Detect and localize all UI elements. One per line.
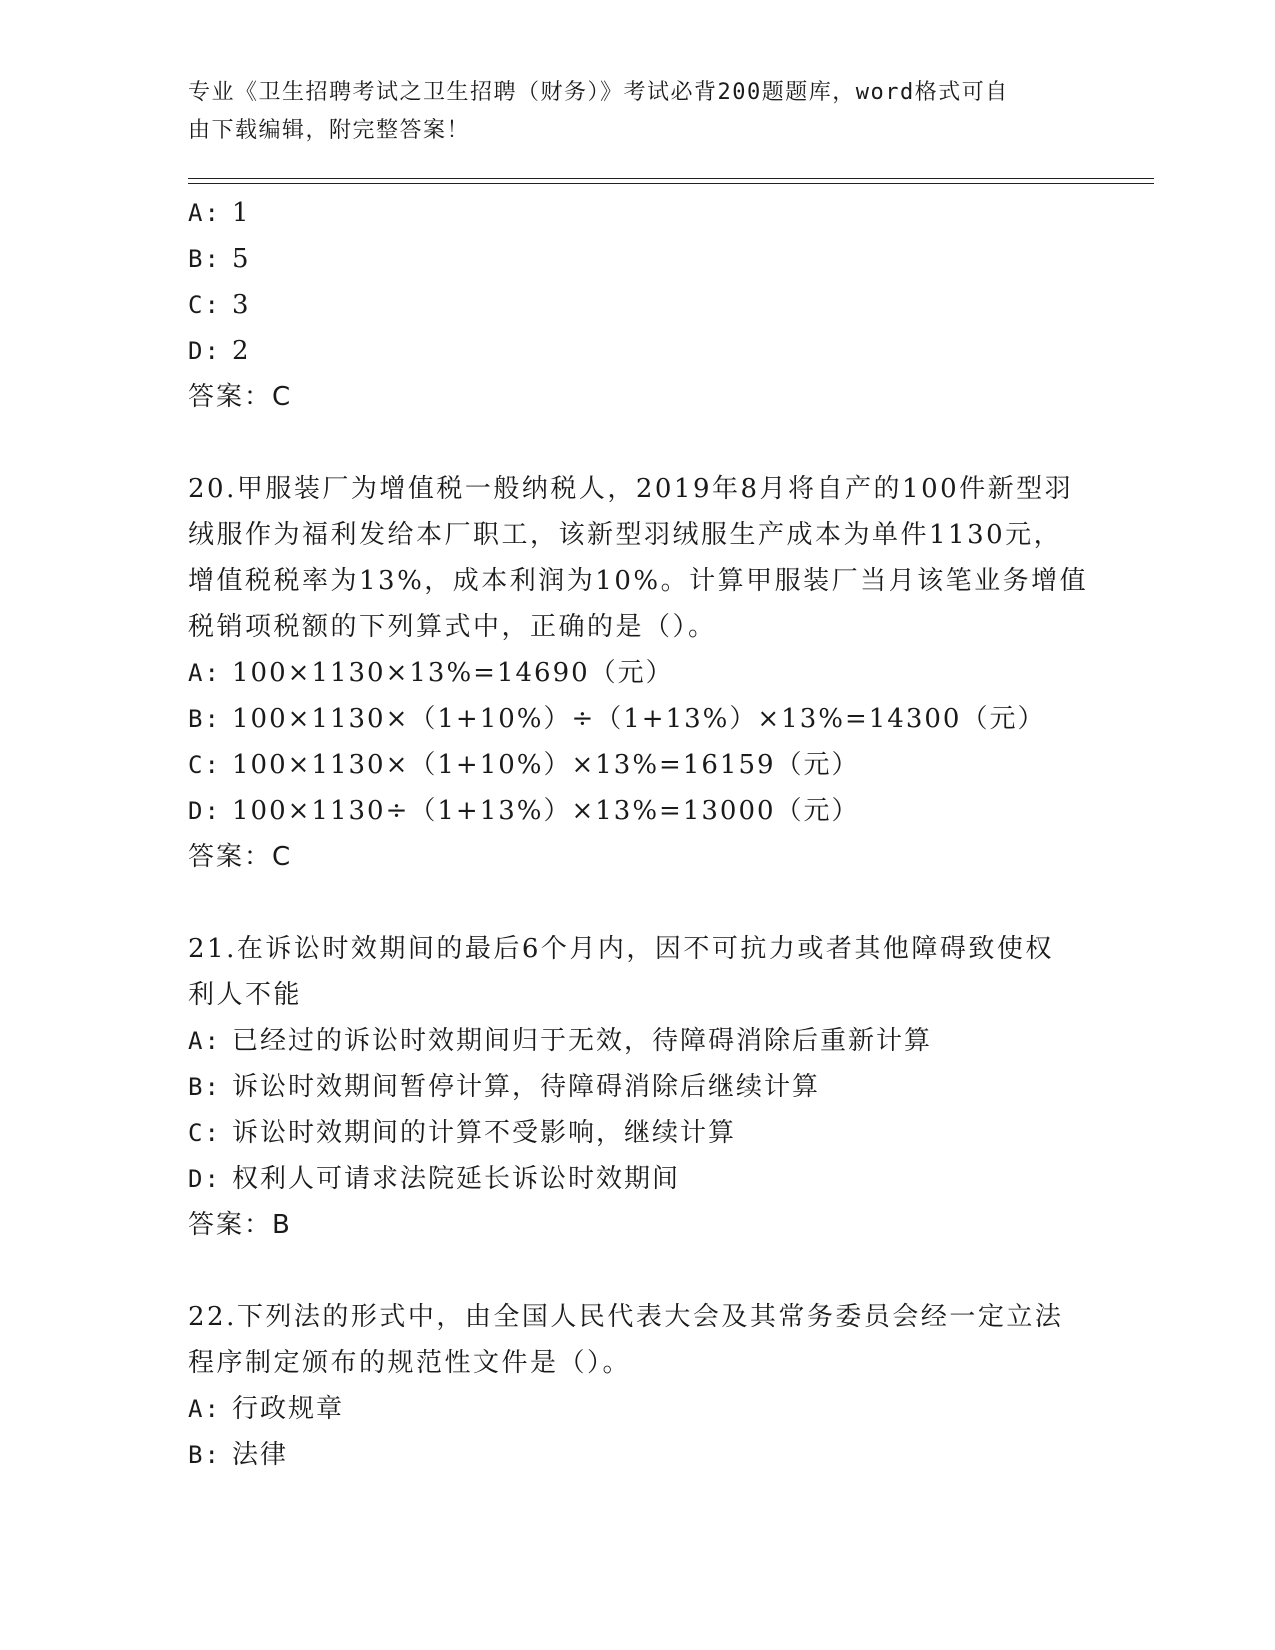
option-a (188, 190, 1088, 236)
option-text: 行政规章 (232, 1394, 345, 1424)
option-text: 100×1130×13%=14690（元） (232, 658, 674, 688)
question-stem-line: 税销项税额的下列算式中，正确的是（）。 (188, 612, 717, 642)
option-label: D: (188, 1165, 221, 1193)
header-line-1: 专业《卫生招聘考试之卫生招聘（财务）》考试必背200题题库，word格式可自 (188, 80, 1009, 105)
answer-line: 答案：C (188, 382, 293, 412)
header-line-2: 由下载编辑，附完整答案！ (188, 118, 471, 143)
question-stem-line: 程序制定颁布的规范性文件是（）。 (188, 1348, 632, 1378)
header-divider-top (188, 178, 1154, 179)
option-label: A: (188, 1027, 221, 1055)
option-label: A: (188, 199, 221, 227)
option-label: C: (188, 1119, 221, 1147)
option-b (188, 1432, 1088, 1478)
option-d (188, 328, 1088, 374)
option-c (188, 1110, 1088, 1156)
question-stem-line: 增值税税率为13%，成本利润为10%。计算甲服装厂当月该笔业务增值 (188, 566, 1089, 596)
option-text: 5 (232, 244, 251, 274)
spacer (188, 1248, 1088, 1294)
header-divider-bottom (188, 183, 1154, 184)
answer-line: 答案：B (188, 1210, 292, 1240)
option-d (188, 788, 1088, 834)
option-b (188, 1064, 1088, 1110)
question-stem-line: 绒服作为福利发给本厂职工，该新型羽绒服生产成本为单件1130元， (188, 520, 1063, 550)
question-19 (188, 190, 1088, 420)
question-stem-line: 20.甲服装厂为增值税一般纳税人，2019年8月将自产的100件新型羽 (188, 474, 1074, 504)
option-c (188, 742, 1088, 788)
option-label: B: (188, 1441, 221, 1469)
option-label: D: (188, 797, 221, 825)
option-label: B: (188, 705, 221, 733)
option-text: 诉讼时效期间暂停计算，待障碍消除后继续计算 (232, 1072, 821, 1102)
spacer (188, 420, 1088, 466)
option-label: A: (188, 1395, 221, 1423)
option-text: 100×1130×（1+10%）×13%=16159（元） (232, 750, 860, 780)
option-label: C: (188, 291, 221, 319)
question-21 (188, 926, 1088, 1248)
option-text: 法律 (232, 1440, 289, 1470)
option-c (188, 282, 1088, 328)
option-label: A: (188, 659, 221, 687)
option-text: 100×1130÷（1+13%）×13%=13000（元） (232, 796, 860, 826)
option-text: 2 (232, 336, 251, 366)
question-20 (188, 466, 1088, 880)
option-text: 已经过的诉讼时效期间归于无效，待障碍消除后重新计算 (232, 1026, 933, 1056)
spacer (188, 880, 1088, 926)
option-label: B: (188, 245, 221, 273)
question-list (188, 190, 1088, 1478)
option-a (188, 1018, 1088, 1064)
document-header (188, 74, 1068, 150)
question-stem-line: 利人不能 (188, 980, 303, 1010)
option-text: 1 (232, 198, 251, 228)
option-a (188, 1386, 1088, 1432)
question-stem-line: 22.下列法的形式中，由全国人民代表大会及其常务委员会经一定立法 (188, 1302, 1064, 1332)
option-text: 3 (232, 290, 251, 320)
option-text: 100×1130×（1+10%）÷（1+13%）×13%=14300（元） (232, 704, 1046, 734)
option-text: 权利人可请求法院延长诉讼时效期间 (232, 1164, 681, 1194)
option-b (188, 236, 1088, 282)
question-22 (188, 1294, 1088, 1478)
option-text: 诉讼时效期间的计算不受影响，继续计算 (232, 1118, 737, 1148)
option-b (188, 696, 1088, 742)
question-stem-line: 21.在诉讼时效期间的最后6个月内，因不可抗力或者其他障碍致使权 (188, 934, 1054, 964)
option-label: C: (188, 751, 221, 779)
option-a (188, 650, 1088, 696)
option-label: D: (188, 337, 221, 365)
answer-line: 答案：C (188, 842, 293, 872)
option-label: B: (188, 1073, 221, 1101)
option-d (188, 1156, 1088, 1202)
